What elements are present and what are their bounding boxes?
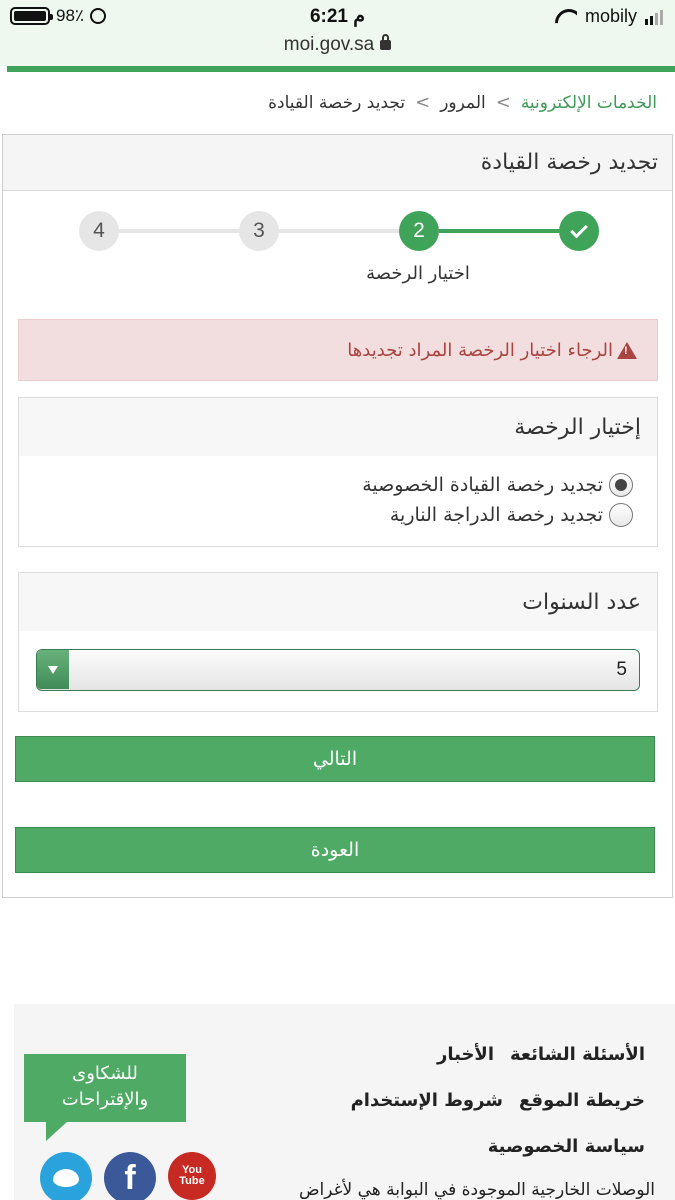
step-connector xyxy=(119,229,259,233)
step-connector-complete xyxy=(439,229,579,233)
breadcrumb-separator: > xyxy=(415,92,431,113)
check-icon xyxy=(570,220,588,238)
complaints-button[interactable] xyxy=(24,1054,186,1122)
license-section-title: إختيار الرخصة xyxy=(514,414,641,440)
footer-link-news[interactable]: الأخبار xyxy=(436,1044,494,1065)
stepper xyxy=(3,209,674,289)
error-alert xyxy=(18,319,658,381)
footer-link-privacy[interactable]: سياسة الخصوصية xyxy=(487,1136,645,1157)
radio-button[interactable] xyxy=(609,473,633,497)
breadcrumb-eservices[interactable]: الخدمات الإلكترونية xyxy=(520,92,657,113)
breadcrumb xyxy=(268,92,657,113)
step-3: 3 xyxy=(239,211,279,251)
current-step-label: اختيار الرخصة xyxy=(366,263,470,284)
footer-row xyxy=(351,1090,645,1136)
footer-description: الوصلات الخارجية الموجودة في البوابة هي لأغراض xyxy=(298,1180,655,1200)
license-option-motorcycle[interactable] xyxy=(19,500,657,530)
address-bar[interactable] xyxy=(0,32,675,66)
license-option-private[interactable] xyxy=(19,470,657,500)
years-section-title: عدد السنوات xyxy=(522,589,641,615)
license-option-label[interactable]: تجديد رخصة الدراجة النارية xyxy=(389,504,603,526)
step-1-complete xyxy=(559,211,599,251)
wifi-icon xyxy=(555,9,577,25)
chevron-down-icon xyxy=(48,666,58,674)
select-dropdown-toggle[interactable] xyxy=(37,650,69,689)
alert-message: الرجاء اختيار الرخصة المراد تجديدها xyxy=(347,339,613,361)
suggestions-label[interactable]: والإقتراحات xyxy=(61,1089,149,1110)
twitter-icon[interactable] xyxy=(40,1152,92,1200)
signal-icon xyxy=(645,9,663,25)
carrier-name: mobily xyxy=(584,6,637,26)
bird-shape xyxy=(53,1169,79,1187)
footer-link-terms[interactable]: شروط الإستخدام xyxy=(350,1090,503,1111)
footer-links xyxy=(351,1044,645,1182)
footer-row xyxy=(351,1136,645,1182)
years-panel xyxy=(18,572,658,712)
footer-link-sitemap[interactable]: خريطة الموقع xyxy=(518,1090,645,1111)
youtube-top-text: You xyxy=(182,1164,202,1176)
step-4: 4 xyxy=(79,211,119,251)
youtube-icon[interactable] xyxy=(168,1152,216,1200)
footer-link-faq[interactable]: الأسئلة الشائعة xyxy=(510,1044,645,1065)
youtube-bottom-text: Tube xyxy=(179,1175,205,1187)
page-load-progress xyxy=(7,66,675,72)
battery-level: 98٪ xyxy=(56,6,85,25)
back-button[interactable]: العودة xyxy=(15,827,655,873)
breadcrumb-current: تجديد رخصة القيادة xyxy=(268,92,406,113)
license-section-header xyxy=(19,398,657,456)
main-panel xyxy=(2,134,673,898)
footer-row xyxy=(351,1044,645,1090)
warning-icon xyxy=(617,342,637,359)
step-connector xyxy=(279,229,419,233)
page-title: تجديد رخصة القيادة xyxy=(480,150,658,175)
license-option-label[interactable]: تجديد رخصة القيادة الخصوصية xyxy=(362,474,603,496)
status-right xyxy=(555,6,663,27)
years-select-value[interactable]: 5 xyxy=(616,659,627,680)
next-button[interactable]: التالي xyxy=(15,736,655,782)
years-section-header xyxy=(19,573,657,631)
facebook-icon[interactable]: f xyxy=(104,1152,156,1200)
panel-header xyxy=(3,135,672,191)
complaints-label[interactable]: للشكاوى xyxy=(72,1063,138,1084)
footer xyxy=(14,1004,675,1200)
breadcrumb-separator: > xyxy=(495,92,511,113)
breadcrumb-traffic[interactable]: المرور xyxy=(440,92,486,113)
status-time: 6:21 م xyxy=(309,6,366,27)
radio-button[interactable] xyxy=(609,503,633,527)
step-2: 2 xyxy=(399,211,439,251)
url-text[interactable]: moi.gov.sa xyxy=(283,34,375,55)
license-selection-panel xyxy=(18,397,658,547)
lock-icon xyxy=(380,40,391,50)
years-select[interactable] xyxy=(36,649,640,691)
status-bar xyxy=(0,0,675,32)
complaints-tail xyxy=(46,1121,68,1141)
